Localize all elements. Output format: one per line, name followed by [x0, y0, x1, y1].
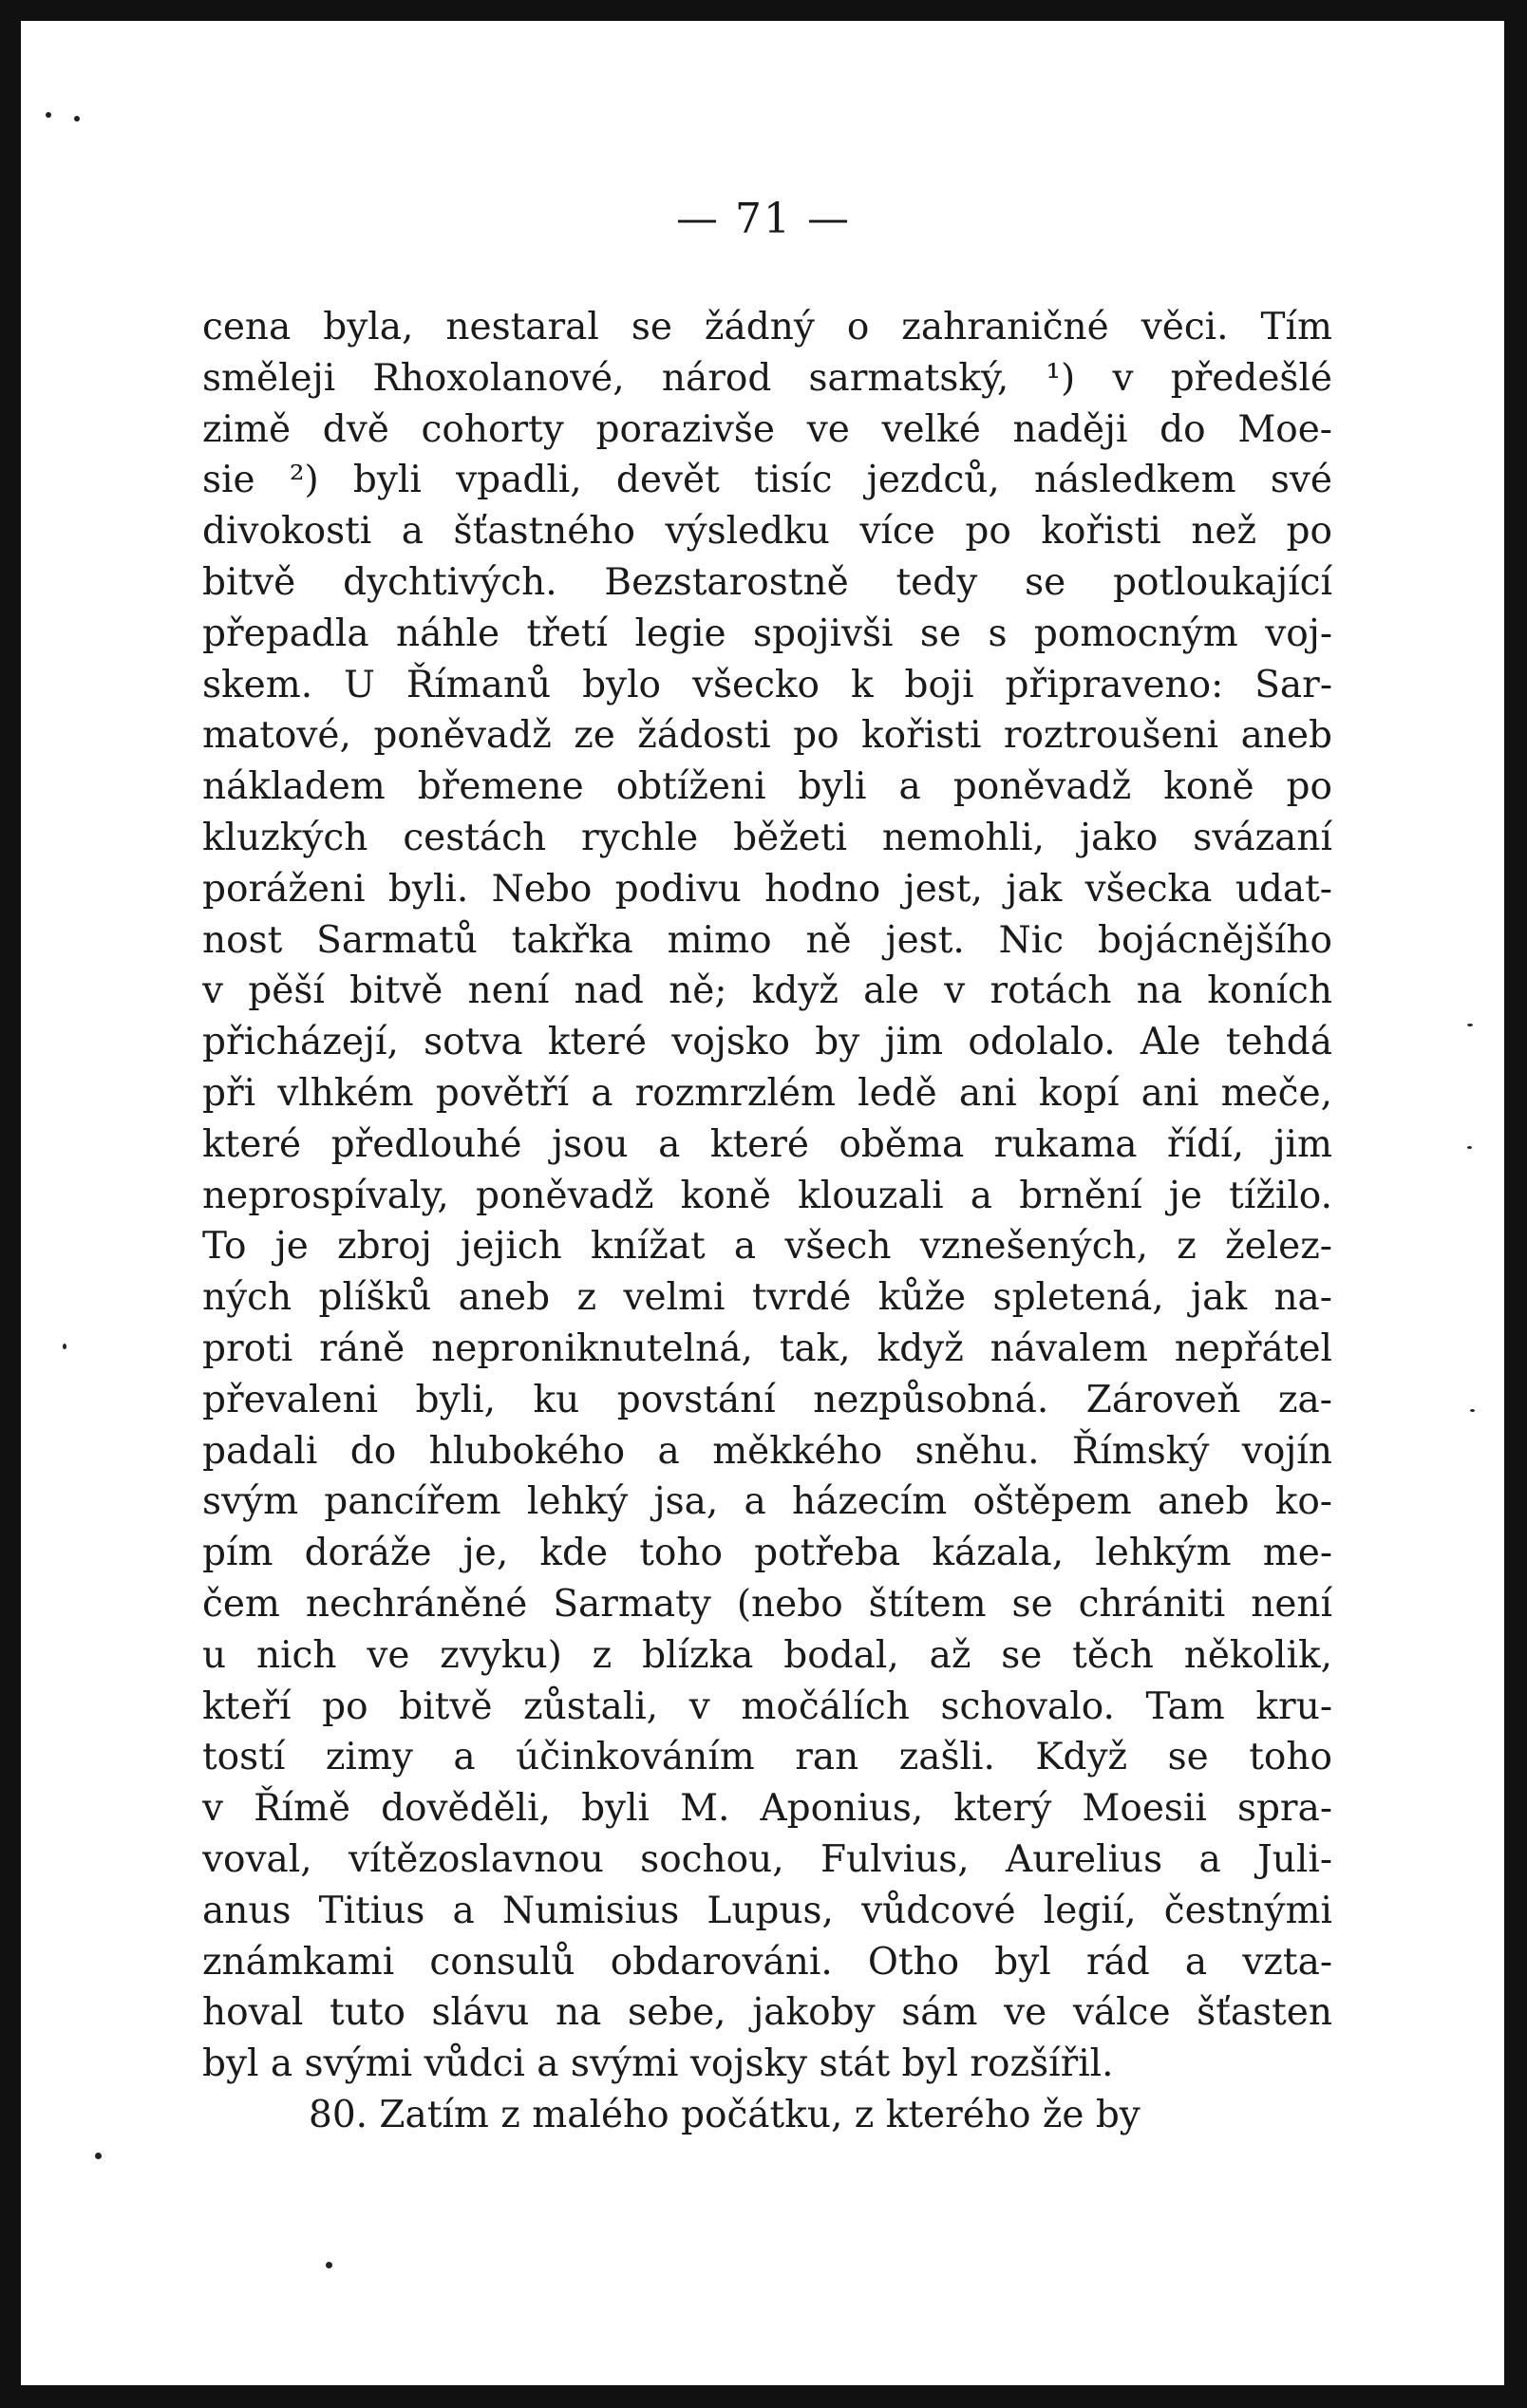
text-line: nákladem břemene obtíženi byli a poněvadž koně po	[202, 765, 1332, 809]
text-line: hoval tuto slávu na sebe, jakoby sám ve válce šťasten	[202, 1991, 1332, 2035]
text-line: skem. U Římanů bylo všecko k boji připraveno: Sar-	[202, 663, 1332, 706]
text-line: proti ráně neproniknutelná, tak, když návalem nepřátel	[202, 1326, 1332, 1370]
scan-speck	[1467, 1024, 1473, 1026]
text-line: cena byla, nestaral se žádný o zahraničné věci. Tím	[202, 306, 1332, 348]
text-line: v Římě dověděli, byli M. Aponius, který Moesii spra-	[202, 1787, 1332, 1831]
scan-speck	[95, 2153, 102, 2159]
page-number: — 71 —	[676, 195, 851, 243]
text-line: divokosti a šťastného výsledku více po kořisti než po	[202, 510, 1332, 554]
text-line-paragraph-end: byl a svými vůdci a svými vojsky stát byl rozšířil.	[202, 2042, 1114, 2086]
text-line: převaleni byli, ku povstání nezpůsobná. Zároveň za-	[202, 1378, 1332, 1421]
text-line: poráženi byli. Nebo podivu hodno jest, jak všecka udat-	[202, 867, 1332, 911]
text-line: kluzkých cestách rychle běžeti nemohli, jako svázaní	[202, 816, 1332, 859]
text-line: přepadla náhle třetí legie spojivši se s pomocným voj-	[202, 611, 1332, 655]
text-line: čem nechráněné Sarmaty (nebo štítem se chrániti není	[202, 1582, 1332, 1626]
text-line: padali do hlubokého a měkkého sněhu. Římský vojín	[202, 1429, 1332, 1473]
text-line: voval, vítězoslavnou sochou, Fulvius, Aurelius a Juli-	[202, 1837, 1332, 1881]
text-line: při vlhkém povětří a rozmrzlém ledě ani kopí ani meče,	[202, 1071, 1332, 1115]
text-line: nost Sarmatů takřka mimo ně jest. Nic bojácnějšího	[202, 918, 1332, 962]
text-line: přicházejí, sotva které vojsko by jim odolalo. Ale tehdá	[202, 1021, 1332, 1064]
text-line: tostí zimy a účinkováním ran zašli. Když se toho	[202, 1736, 1332, 1779]
scan-speck	[1467, 1146, 1472, 1149]
text-line: matové, poněvadž ze žádosti po kořisti roztroušeni aneb	[202, 714, 1332, 758]
text-line: neprospívaly, poněvadž koně klouzali a brnění je tížilo.	[202, 1174, 1332, 1217]
text-line: svým pancířem lehký jsa, a házecím oštěpem aneb ko-	[202, 1480, 1332, 1524]
scan-speck	[63, 1344, 66, 1349]
text-line: směleji Rhoxolanové, národ sarmatský, ¹) v předešlé	[202, 356, 1332, 400]
text-line: známkami consulů obdarováni. Otho byl rád a vzta-	[202, 1940, 1332, 1984]
text-line: To je zbroj jejich knížat a všech vznešených, z želez-	[202, 1225, 1332, 1269]
text-line: které předlouhé jsou a které oběma rukama řídí, jim	[202, 1122, 1332, 1166]
text-line-section-80: 80. Zatím z malého počátku, z kterého že by	[309, 2093, 1141, 2136]
text-line: zimě dvě cohorty porazivše ve velké naději do Moe-	[202, 407, 1332, 451]
scan-speck	[74, 116, 80, 122]
text-line: bitvě dychtivých. Bezstarostně tedy se potloukající	[202, 560, 1332, 604]
scan-speck	[326, 2262, 332, 2268]
text-line: anus Titius a Numisius Lupus, vůdcové legií, čestnými	[202, 1889, 1332, 1932]
text-line: ných plíšků aneb z velmi tvrdé kůže spletená, jak na-	[202, 1276, 1332, 1320]
scan-speck	[46, 112, 51, 118]
text-line: pím doráže je, kde toho potřeba kázala, lehkým me-	[202, 1532, 1332, 1575]
text-line: v pěší bitvě není nad ně; když ale v rotách na koních	[202, 969, 1332, 1013]
body-text	[202, 302, 1332, 2141]
text-line: kteří po bitvě zůstali, v močálích schovalo. Tam kru-	[202, 1684, 1332, 1728]
text-line: u nich ve zvyku) z blízka bodal, až se těch několik,	[202, 1633, 1332, 1677]
scan-speck	[1470, 1409, 1475, 1412]
text-line: sie ²) byli vpadli, devět tisíc jezdců, následkem své	[202, 459, 1332, 502]
